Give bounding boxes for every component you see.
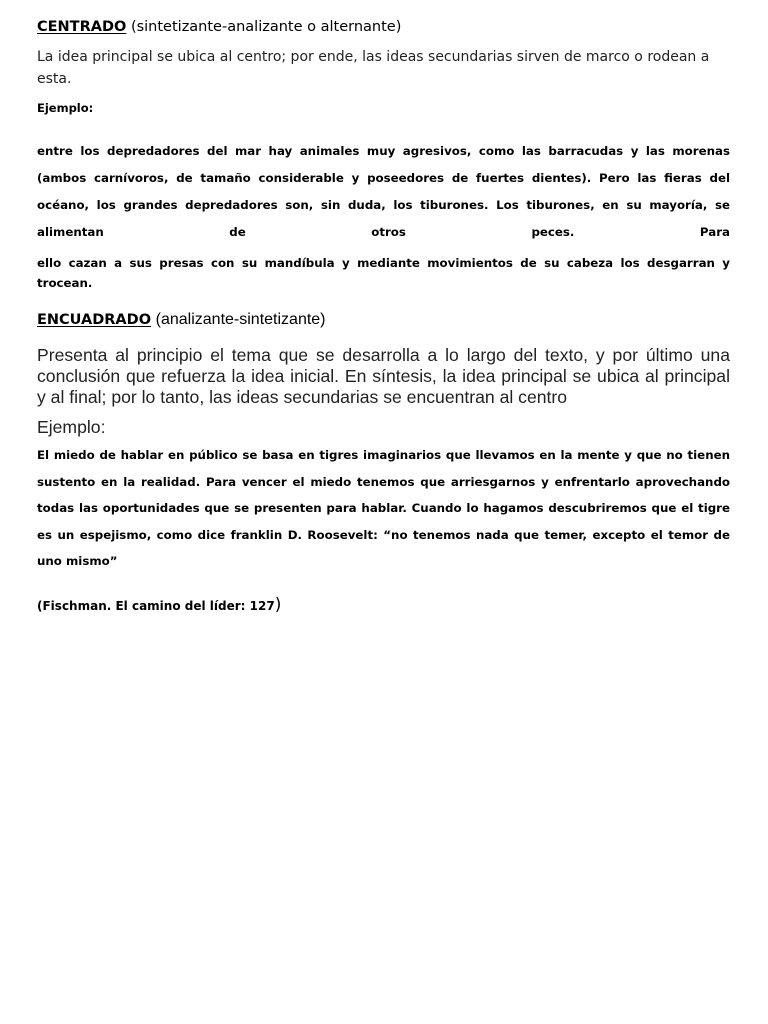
encuadrado-example-label: Ejemplo: (37, 417, 106, 437)
centrado-example-text-last: ello cazan a sus presas con su mandíbula y mediante movimientos de su cabeza los desgarran y trocean. (37, 256, 730, 290)
encuadrado-example-text: El miedo de hablar en público se basa en tigres imaginarios que llevamos en la mente y que no tienen sustento en la realidad. Para vencer el miedo tenemos que arriesgarnos y enfrentarlo aprovechando todas las oportunidades que se presenten para hablar. Cuando lo hagamos descubriremos que el tigre es un espejismo, como dice franklin D. Roosevelt: “no tenemos nada que temer, excepto el temor de uno mismo” (37, 448, 730, 568)
centrado-example-label: Ejemplo: (37, 101, 94, 115)
centrado-description: La idea principal se ubica al centro; por ende, las ideas secundarias sirven de marco o rodean a esta. (37, 49, 710, 87)
citation-text: (Fischman. El camino del líder: 127 (37, 598, 275, 613)
section-title-centrado: CENTRADO (37, 19, 127, 35)
encuadrado-citation (37, 595, 730, 616)
section-heading-centrado (37, 16, 730, 38)
section-title-encuadrado: ENCUADRADO (37, 312, 152, 328)
section-heading-encuadrado (37, 309, 730, 331)
centrado-example-text: entre los depredadores del mar hay animales muy agresivos, como las barracudas y las morenas (ambos carnívoros, de tamaño considerable y poseedores de fuertes dientes). Pero las fieras del océano, los grandes depredadores son, sin duda, los tiburones. Los tiburones, en su mayoría, se alimentan de otros peces. Para (37, 144, 730, 239)
citation-close-paren: ) (274, 594, 282, 615)
section-subtitle-centrado: (sintetizante-analizante o alternante) (130, 19, 402, 35)
encuadrado-description: Presenta al principio el tema que se desarrolla a lo largo del texto, y por último una conclusión que refuerza la idea inicial. En síntesis, la idea principal se ubica al principal y al final; por lo tanto, las ideas secundarias se encuentran al centro (37, 345, 730, 407)
section-subtitle-encuadrado: (analizante-sintetizante) (155, 311, 326, 328)
document-page (37, 16, 730, 616)
